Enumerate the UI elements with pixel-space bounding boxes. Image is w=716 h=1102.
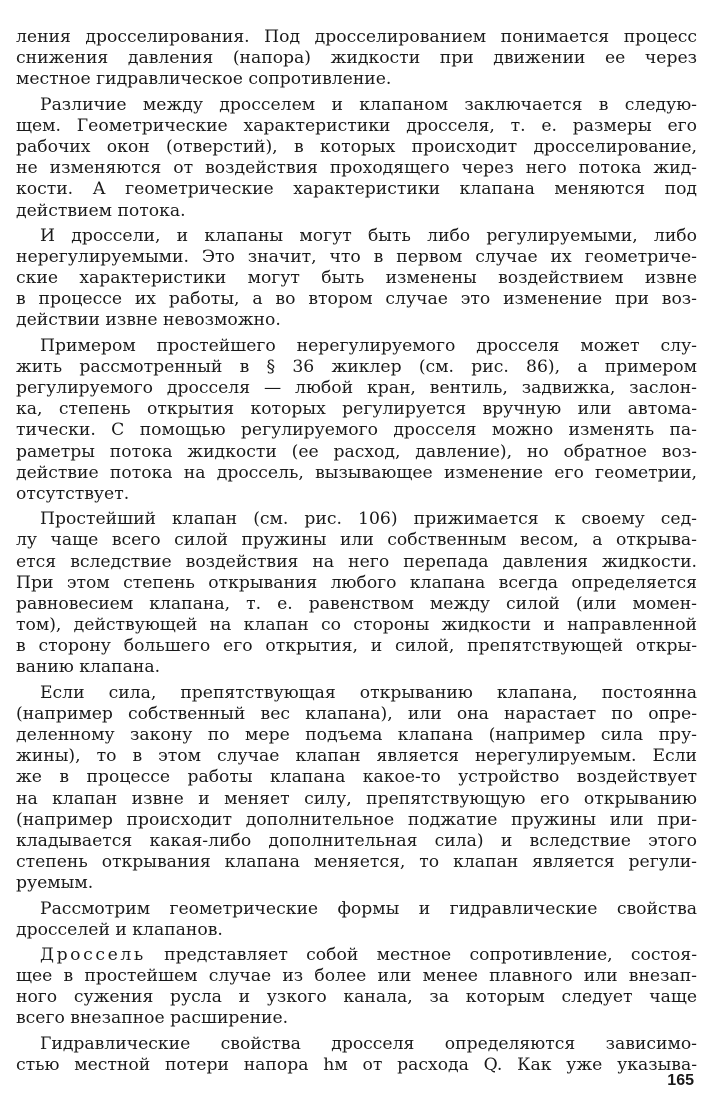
text-line: жины), то в этом случае клапан является нерегулируемым. Если — [16, 746, 697, 767]
text-line: дросселей и клапанов. — [16, 919, 223, 940]
text-line: равновесием клапана, т. е. равенством между силой (или момен- — [16, 593, 697, 614]
paragraph-1 — [16, 27, 697, 91]
text-line: Рассмотрим геометрические формы и гидравлические свойства — [40, 898, 697, 919]
text-line: раметры потока жидкости (ее расход, давление), но обратное воз- — [16, 441, 697, 462]
text-line: местное гидравлическое сопротивление. — [16, 69, 392, 90]
text-line: И дроссели, и клапаны могут быть либо регулируемыми, либо — [40, 225, 697, 246]
text-line: регулируемого дросселя — любой кран, вентиль, задвижка, заслон- — [16, 378, 697, 398]
text-line: не изменяются от воздействия проходящего через него потока жид- — [16, 158, 697, 179]
text-line: степень открывания клапана меняется, то клапан является регули- — [16, 852, 697, 873]
text-line: Различие между дросселем и клапаном заключается в следую- — [40, 94, 697, 115]
paragraph-9 — [16, 1034, 697, 1076]
paragraph-4 — [16, 336, 697, 506]
text-line: щее в простейшем случае из более или менее плавного или внезап- — [16, 966, 697, 987]
text-line: (например происходит дополнительное поджатие пружины или при- — [16, 809, 697, 830]
spaced-term: Дроссель — [40, 944, 146, 965]
text-line: рабочих окон (отверстий), в которых происходит дросселирование, — [16, 136, 697, 157]
text-line: ления дросселирования. Под дросселированием понимается процесс — [16, 27, 697, 47]
text-line: в сторону большего его открытия, и силой, препятствующей откры- — [16, 636, 697, 657]
text-line: тически. С помощью регулируемого дросселя можно изменять па- — [16, 420, 697, 441]
text-line: всего внезапное расширение. — [16, 1008, 289, 1029]
text-line: же в процессе работы клапана какое-то устройство воздействует — [16, 767, 697, 788]
paragraph-6 — [16, 683, 697, 895]
text-line: стью местной потери напора hм от расхода Q. Как уже указыва- — [16, 1054, 697, 1075]
text-line: нерегулируемыми. Это значит, что в первом случае их геометриче- — [16, 246, 697, 267]
text-line: деленному закону по мере подъема клапана (например сила пру- — [16, 725, 697, 745]
text-line: жить рассмотренный в § 36 жиклер (см. рис. 86), а примером — [16, 356, 697, 377]
paragraph-5 — [16, 509, 697, 679]
text-line: Примером простейшего нерегулируемого дросселя может слу- — [40, 335, 697, 356]
text-line: кости. А геометрические характеристики клапана меняются под — [16, 179, 697, 200]
text-line: ские характеристики могут быть изменены воздействием извне — [16, 268, 697, 289]
text-line: отсутствует. — [16, 483, 130, 504]
text-line: ка, степень открытия которых регулируется вручную или автома- — [16, 399, 697, 420]
paragraph-8 — [16, 945, 697, 1030]
text-line: действием потока. — [16, 200, 186, 221]
page-number: 165 — [667, 1072, 694, 1089]
text-line: действие потока на дроссель, вызывающее изменение его геометрии, — [16, 462, 697, 483]
text-line: в процессе их работы, а во втором случае это изменение при воз- — [16, 289, 697, 310]
text-line: лу чаще всего силой пружины или собственным весом, а открыва- — [16, 530, 697, 551]
text-line: на клапан извне и меняет силу, препятствующую его открыванию — [16, 788, 697, 809]
text-run: представляет собой местное сопротивление, состоя- — [145, 944, 697, 965]
text-line: ного сужения русла и узкого канала, за которым следует чаще — [16, 987, 697, 1008]
text-line — [16, 945, 697, 966]
text-line: ванию клапана. — [16, 657, 161, 678]
text-line: Гидравлические свойства дросселя определяются зависимо- — [40, 1033, 697, 1054]
text-line: том), действующей на клапан со стороны жидкости и направленной — [16, 615, 697, 636]
text-line: снижения давления (напора) жидкости при движении ее через — [16, 48, 697, 69]
text-line: действии извне невозможно. — [16, 310, 281, 331]
text-line: Простейший клапан (см. рис. 106) прижимается к своему сед- — [40, 509, 697, 530]
text-line: (например собственный вес клапана), или она нарастает по опре- — [16, 703, 697, 724]
text-line: Если сила, препятствующая открыванию клапана, постоянна — [40, 682, 697, 703]
text-line: руемым. — [16, 873, 94, 894]
text-line: При этом степень открывания любого клапана всегда определяется — [16, 572, 697, 593]
paragraph-7 — [16, 899, 697, 941]
text-line: щем. Геометрические характеристики дросселя, т. е. размеры его — [16, 115, 697, 136]
text-line: кладывается какая-либо дополнительная сила) и вследствие этого — [16, 830, 697, 851]
text-line: ется вследствие воздействия на него перепада давления жидкости. — [16, 551, 697, 572]
page-body — [16, 27, 697, 1080]
paragraph-3 — [16, 226, 697, 332]
paragraph-2 — [16, 95, 697, 222]
